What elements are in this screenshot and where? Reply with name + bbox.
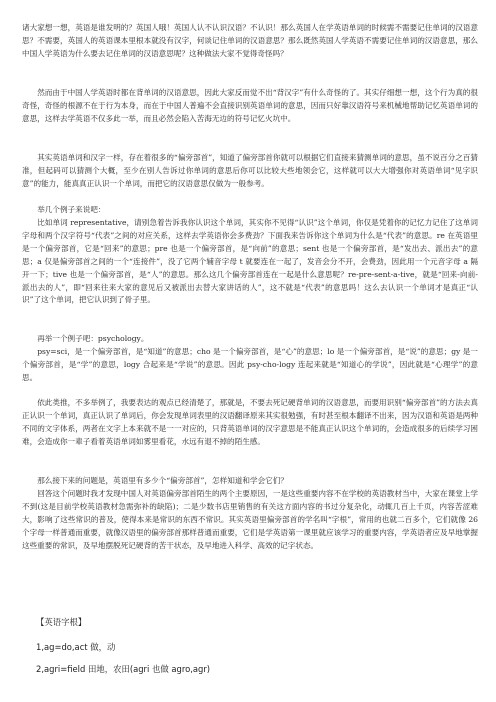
paragraph-1: 诸大家想一想，英语是谁发明的？英国人哦！英国人认不认识汉语？不认识！那么英国人在学英语单词的时候需不需要记住单词的汉语意思？不需要，英国人的英语课本里根本就没有汉字，何谈记住单词的汉语意思？那么既然英国人学英语不需要记住单词的汉语意思，那么中国人学英语为什么要去记住单词的汉语意思呢？这种做法大家不觉得奇怪吗？	[22, 23, 478, 58]
root-entry-2: 2,agri=field 田地，农田(agri 也做 agro,agr)	[36, 664, 211, 674]
paragraph-4: 举几个例子来说吧：	[37, 205, 106, 214]
paragraph-6: 再举一个例子吧：psychology。	[37, 334, 149, 343]
paragraph-3: 其实英语单词和汉字一样，存在着很多的“偏旁部首”，知道了偏旁部首你就可以根据它们直接来猜测单词的意思，虽不说百分之百猜准，但起码可以猜测个大概，至少在别人告诉过你单词的意思后你可以比较大些地领会它，这样就可以大大增强你对英语单词“见字识意”的能力，能真真正认识一个单词，而把它的汉语意思仅做为一般参考。	[22, 153, 478, 188]
paragraph-10: 回答这个问题时我才发现中国人对英语偏旁部首陌生的两个主要原因，一是这些重要内容不在学校的英语教材当中，大家在课堂上学不到(这是目前学校英语教材急需弥补的缺陷)；二是少数书店里销售的有关这方面内容的书过分复杂化，动辄几百上千页，内容苦涩难大，影响了这些常识的普及，使得本来是常识的东西不常识。其实英语里偏旁部首的学名叫“字根”，常用的也就二百多个，它们就像 26 个字母一样普通而重要，就像汉语里的偏旁部首那样普通而重要，它们是学英语第一课里就应该学习的重要内容，学英语者应及早地掌握这些重要的常识，及早地摆脱死记硬背的苦干状态，及早地进入科学、高效的记字状态。	[22, 489, 478, 550]
paragraph-2: 然而由于中国人学英语时都在背单词的汉语意思，因此大家反而觉不出“背汉字”有什么奇怪的了。其实仔细想一想，这个行为真的很奇怪，奇怪的根源不在于行为本身，而在于中国人普遍不会直接识别英语单词的意思，因而只好靠汉语符号来机械地帮助记忆英语单词的意思，这样去学英语不仅多此一举，而且必然会陷入苦海无边的符号记忆火坑中。	[22, 88, 478, 123]
root-entry-1: 1,ag=do,act 做，动	[36, 642, 116, 652]
paragraph-9: 那么接下来的问题是，英语里有多少个“偏旁部首”，怎样知道和学会它们？	[37, 476, 288, 485]
paragraph-5: 比如单词 representative，请别急着告诉我你认识这个单词，其实你不见得“认识”这个单词，你仅是凭着你的记忆力记住了这单词字母和两个汉字符号“代表”之间的对应关系，这样去学英语你会多费劲？下面我来告诉你这个单词为什么是“代表”的意思。re 在英语里是一个偏旁部首，它是“回来”的意思；pre 也是一个偏旁部首，是“向前”的意思；sent 也是一个偏旁部首，是“发出去、派出去”的意思；a 仅是偏旁部首之间的一个“连接件”，没了它两个辅音字母 t 就要连在一起了，发音会分不开，会费劲，因此用一个元音字母 a 隔开一下；tive 也是一个偏旁部首，是“人”的意思。那么这几个偏旁部首连在一起是什么意思呢？re-pre-sent-a-tive，就是“回来-向前-派出去的人”，即“回来往来大家的意见后又被派出去替大家讲话的人”，这不就是“代表”的意思吗！这么去认识一个单词才是真正“认识”了这个单词，把它认识到了骨子里。	[22, 218, 478, 305]
section-title: 【英语字根】	[36, 617, 87, 627]
paragraph-8: 依此类推，不多举例了，我要表达的观点已经清楚了，那就是，不要去死记硬背单词的汉语意思，而要用识别“偏旁部首”的方法去真正认识一个单词，真正认识了单词后，你会发现单词表里的汉语翻译原来其实很勉强，有时甚至根本翻译不出来，因为汉语和英语是两种不同的文字体系，两者在文字上本来就不是一一对应的，只背英语单词的汉字意思是不能真正认识这个单词的，会造成很多的后续学习困难，会造成你一辈子看着英语单词如雾里看花，水远有退不掉的陌生感。	[22, 398, 478, 446]
paragraph-7: psy=sci，是一个偏旁部首，是“知道”的意思；cho 是一个偏旁部首，是“心”的意思；lo 是一个偏旁部首，是“说”的意思；gy 是一个偏旁部首，是“学”的意思，logy 合起来是“学说”的意思。因此 psy-cho-logy 连起来就是“知道心的学说”，因此就是“心理学”的意思。	[22, 347, 478, 382]
